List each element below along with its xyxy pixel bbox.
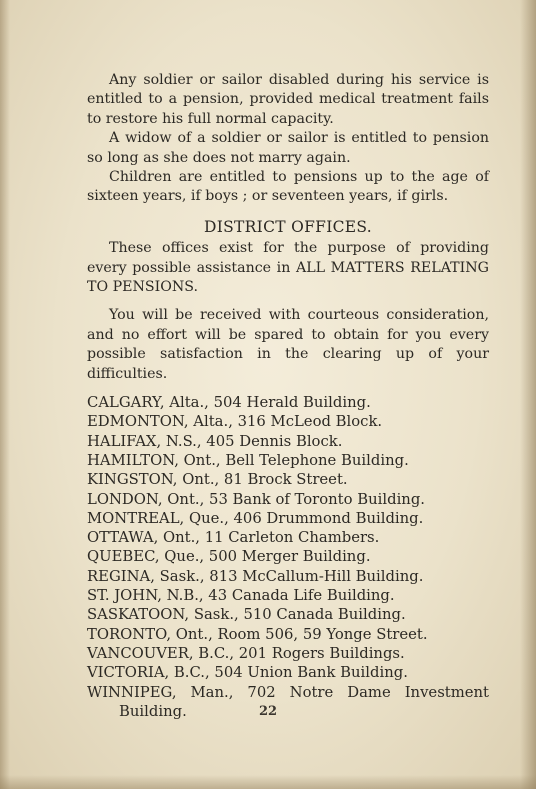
list-item: HAMILTON, Ont., Bell Telephone Building. [87,451,409,469]
paragraph-offices-purpose: These offices exist for the purpose of providing every possible assistance in ALL MATTERS RELATING TO PENSIONS. [87,240,489,296]
list-item: SASKATOON, Sask., 510 Canada Building. [87,606,406,624]
list-item: WINNIPEG, Man., 702 Notre Dame Investment Building. [87,683,489,720]
paragraph-widow-pension: A widow of a soldier or sailor is entitled to pension so long as she does not marry again. [87,130,489,166]
list-item: QUEBEC, Que., 500 Merger Building. [87,548,371,566]
paragraph-disabled-pension: Any soldier or sailor disabled during his service is entitled to a pension, provided medical treatment fails to restore his full normal capacity. [87,72,489,127]
page-text-block [87,71,489,721]
district-office-list [87,393,489,721]
page-edge-bottom [0,775,536,789]
list-item: REGINA, Sask., 813 McCallum-Hill Building. [87,567,424,585]
page-number: 22 [258,704,278,719]
list-item: ST. JOHN, N.B., 43 Canada Life Building. [87,587,395,605]
list-item: LONDON, Ont., 53 Bank of Toronto Building. [87,490,426,508]
list-item: HALIFAX, N.S., 405 Dennis Block. [87,432,343,450]
section-heading: DISTRICT OFFICES. [203,217,373,236]
list-item: KINGSTON, Ont., 81 Brock Street. [87,471,348,489]
list-item: EDMONTON, Alta., 316 McLeod Block. [87,413,383,431]
list-item: CALGARY, Alta., 504 Herald Building. [87,394,371,412]
paragraph-children-pension: Children are entitled to pensions up to the age of sixteen years, if boys ; or seventeen years, if girls. [87,169,489,205]
page-edge-left [0,0,10,789]
list-item: VANCOUVER, B.C., 201 Rogers Buildings. [87,644,405,662]
list-item: VICTORIA, B.C., 504 Union Bank Building. [87,664,408,682]
paragraph-gap [87,297,489,306]
paragraph-courteous-consideration: You will be received with courteous consideration, and no effort will be spared to obtain for you every possible satisfaction in the clearing up of your difficulties. [87,307,489,382]
page-edge-right [520,0,536,789]
list-item: OTTAWA, Ont., 11 Carleton Chambers. [87,529,380,547]
list-item: MONTREAL, Que., 406 Drummond Building. [87,509,424,527]
list-item: TORONTO, Ont., Room 506, 59 Yonge Street. [87,625,428,643]
